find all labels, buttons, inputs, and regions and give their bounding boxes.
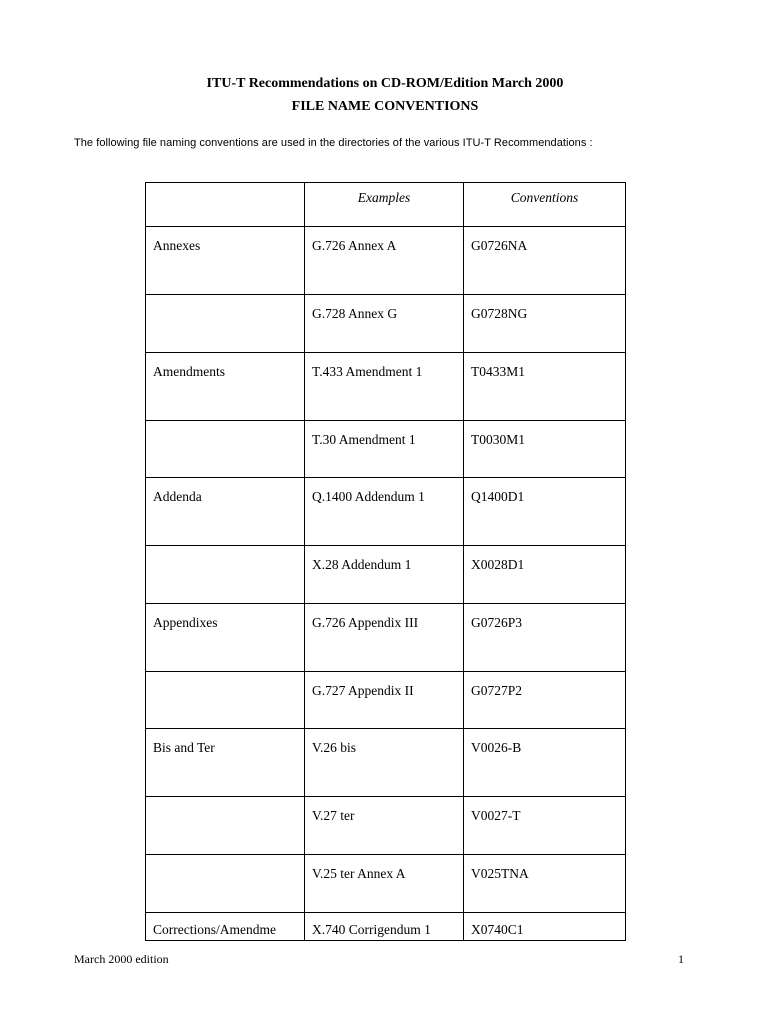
row-example: V.25 ter Annex A: [305, 855, 464, 913]
table-row: [146, 913, 626, 941]
row-category: [146, 797, 305, 855]
document-subtitle: FILE NAME CONVENTIONS: [291, 99, 479, 114]
row-example: G.726 Annex A: [305, 227, 464, 295]
row-convention: G0728NG: [464, 295, 626, 353]
row-example: T.433 Amendment 1: [305, 353, 464, 421]
table-row: [146, 295, 626, 353]
row-category: [146, 295, 305, 353]
row-category: Bis and Ter: [146, 729, 305, 797]
table-header-row: [146, 183, 626, 227]
intro-paragraph: The following file naming conventions are used in the directories of the various ITU-T Recommendations :: [74, 137, 593, 149]
table-row: [146, 353, 626, 421]
page-number: 1: [678, 952, 684, 966]
row-example: V.26 bis: [305, 729, 464, 797]
table-row: [146, 604, 626, 672]
row-convention: T0030M1: [464, 421, 626, 478]
row-example: G.728 Annex G: [305, 295, 464, 353]
row-convention: V025TNA: [464, 855, 626, 913]
row-example: G.726 Appendix III: [305, 604, 464, 672]
row-category: Corrections/Amendme: [146, 913, 305, 941]
row-example: Q.1400 Addendum 1: [305, 478, 464, 546]
row-convention: X0740C1: [464, 913, 626, 941]
table-row: [146, 421, 626, 478]
header-examples: Examples: [305, 183, 464, 227]
table-row: [146, 797, 626, 855]
row-convention: V0027-T: [464, 797, 626, 855]
conventions-table: [145, 182, 626, 941]
table-row: [146, 478, 626, 546]
row-convention: V0026-B: [464, 729, 626, 797]
header-category: [146, 183, 305, 227]
row-example: T.30 Amendment 1: [305, 421, 464, 478]
row-category: [146, 672, 305, 729]
row-example: V.27 ter: [305, 797, 464, 855]
row-category: Amendments: [146, 353, 305, 421]
footer-edition: March 2000 edition: [74, 952, 169, 966]
row-category: Annexes: [146, 227, 305, 295]
table-row: [146, 546, 626, 604]
document-title: ITU-T Recommendations on CD-ROM/Edition March 2000: [206, 76, 564, 91]
table-row: [146, 227, 626, 295]
row-example: X.28 Addendum 1: [305, 546, 464, 604]
row-example: G.727 Appendix II: [305, 672, 464, 729]
header-conventions: Conventions: [464, 183, 626, 227]
row-convention: X0028D1: [464, 546, 626, 604]
row-category: [146, 855, 305, 913]
table-row: [146, 855, 626, 913]
row-category: [146, 421, 305, 478]
row-convention: T0433M1: [464, 353, 626, 421]
row-example: X.740 Corrigendum 1: [305, 913, 464, 941]
row-convention: Q1400D1: [464, 478, 626, 546]
row-convention: G0726P3: [464, 604, 626, 672]
table-row: [146, 672, 626, 729]
row-category: [146, 546, 305, 604]
row-category: Appendixes: [146, 604, 305, 672]
row-convention: G0726NA: [464, 227, 626, 295]
table-row: [146, 729, 626, 797]
row-convention: G0727P2: [464, 672, 626, 729]
row-category: Addenda: [146, 478, 305, 546]
